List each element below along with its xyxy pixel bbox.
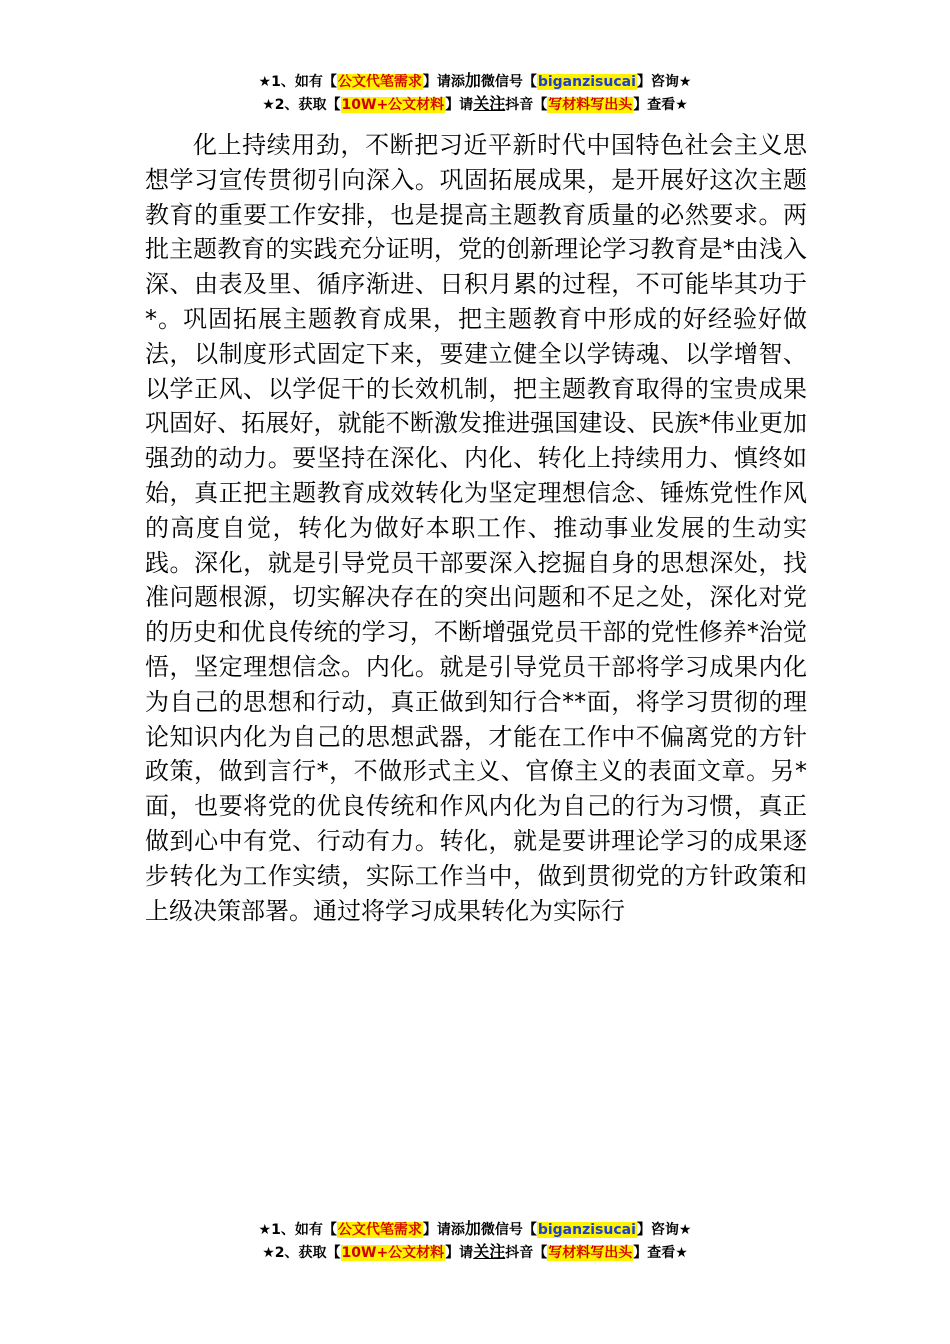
highlight-materials: 10W+公文材料 [341,97,445,113]
body-paragraph: 化上持续用劲，不断把习近平新时代中国特色社会主义思想学习宣传贯彻引向深入。巩固拓展成果，是开展好这次主题教育的重要工作安排，也是提高主题教育质量的必然要求。两批主题教育的实践充分证明，党的创新理论学习教育是*由浅入深、由表及里、循序渐进、日积月累的过程，不可能毕其功于*。巩固拓展主题教育成果，把主题教育中形成的好经验好做法，以制度形式固定下来，要建立健全以学铸魂、以学增智、以学正风、以学促干的长效机制，把主题教育取得的宝贵成果巩固好、拓展好，就能不断激发推进强国建设、民族*伟业更加强劲的动力。要坚持在深化、内化、转化上持续用力、慎终如始，真正把主题教育成效转化为坚定理想信念、锤炼党性作风的高度自觉，转化为做好本职工作、推动事业发展的生动实践。深化，就是引导党员干部要深入挖掘自身的思想深处，找准问题根源，切实解决存在的突出问题和不足之处，深化对党的历史和优良传统的学习，不断增强党员干部的党性修养*治觉悟，坚定理想信念。内化。就是引导党员干部将学习成果内化为自己的思想和行动，真正做到知行合**面，将学习贯彻的理论知识内化为自己的思想武器，才能在工作中不偏离党的方针政策，做到言行*，不做形式主义、官僚主义的表面文章。另*面，也要将党的优良传统和作风内化为自己的行为习惯，真正做到心中有党、行动有力。转化，就是要讲理论学习的成果逐步转化为工作实绩，实际工作当中，做到贯彻党的方针政策和上级决策部署。通过将学习成果转化为实际行 [145,131,807,925]
highlight-materials: 10W+公文材料 [341,1245,445,1261]
highlight-ghostwriting: 公文代笔需求 [337,1222,422,1238]
banner-line-1: ★1、如有【公文代笔需求】请添加微信号【biganzisucai】咨询★ [258,1219,692,1238]
banner-line-2: ★2、获取【10W+公文材料】请关注抖音【写材料写出头】查看★ [262,94,688,113]
top-banner [0,70,950,116]
banner-line-2: ★2、获取【10W+公文材料】请关注抖音【写材料写出头】查看★ [262,1242,688,1261]
highlight-ghostwriting: 公文代笔需求 [337,74,422,90]
highlight-douyin: 写材料写出头 [548,97,633,113]
highlight-wechat-id: biganzisucai [537,74,636,90]
banner-line-1: ★1、如有【公文代笔需求】请添加微信号【biganzisucai】咨询★ [258,71,692,90]
bottom-banner [0,1218,950,1264]
highlight-wechat-id: biganzisucai [537,1222,636,1238]
highlight-douyin: 写材料写出头 [548,1245,633,1261]
